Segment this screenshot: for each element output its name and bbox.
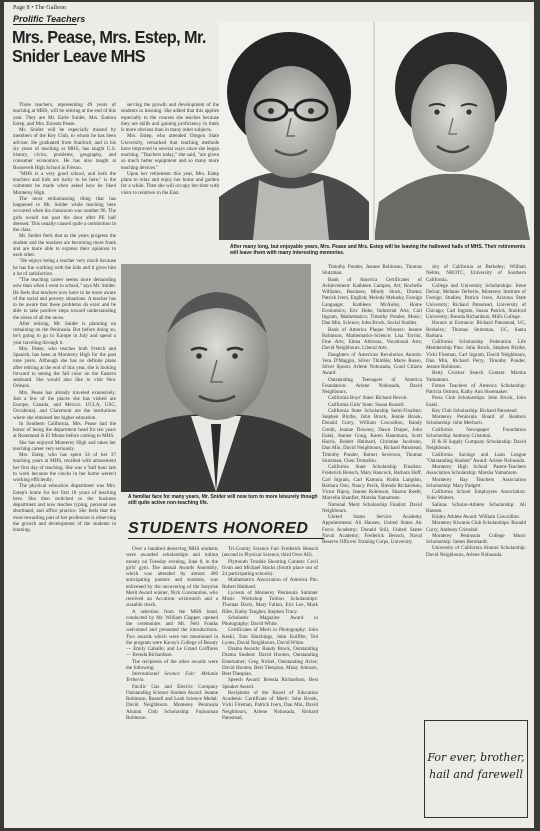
honored-paragraph: California Boys' State: Richard Revoir. (328, 395, 408, 402)
article-paragraph: Mrs. Pease has already traveled extensively. Just a few of the places she has visited are Europe, Canada, and Mexico. UCLA, USC, Occidental, and Claremont are the institutions where she obtained her higher education. (13, 389, 116, 421)
honored-paragraph: Monterey High School Parent-Teachers Association Scholarship: Marsha Yamamoto. (426, 464, 526, 477)
article-paragraph: Three teachers, representing 49 years of teaching at MHS, will be retiring at the end of this year. They are Mr. Earle Snider, Mrs. Eudora Estep, and Mrs. Ernesta Pease. (13, 102, 116, 127)
farewell-line-1: For ever, brother, (427, 751, 525, 764)
students-honored-heading: STUDENTS HONORED (128, 520, 309, 537)
honored-paragraph: International Science Fair: Melanie Terberio. (126, 671, 218, 684)
honored-paragraph: The recipients of the other awards were the following: (126, 658, 218, 671)
article-paragraph: "He enjoys being a teacher very much because he has fun working with the kids and it gives him a lot of satisfaction. (13, 258, 116, 277)
farewell-text (425, 749, 527, 783)
photo-mr-snider (121, 264, 311, 492)
article-paragraph: Mr. Snider feels that as the years progress the student and the teachers are becoming more frank and are more able to express their opinions to each other. (13, 233, 116, 258)
article-paragraph: Mr. Snider will be especially missed by members of the Key Club, to whom he has been advisor. He graduated from Stanford, and in his six years of teaching at MHS, has taught U.S. history, civics, problems, geography, and consumer economics. He has also taught at Roosevelt High School in Fresno. (13, 127, 116, 171)
honored-paragraph: California Newspaper Foundation Scholarship: Anthony Cristobal. (426, 426, 526, 439)
honored-paragraph: Scholastic Magazine Award in Photography: David White. (222, 614, 318, 627)
honored-paragraph: Recipients of the Board of Education Academic Certificate of Merit: John Brook, Vicki Fireman, Patrick Ivers, Dan Min, David Neighbours, Arlene Nobusada, Richard Patostead, (222, 689, 318, 721)
honored-paragraph: Monterey Kiwanis Club Scholarships: Ronald Curry, Anthony Cristobal. (426, 520, 526, 533)
honored-paragraph: Certificates of Merit in Photography: John Keski, Tom Hutchings, John Kniffler, Ted Lyons, David Neighbours, David White. (222, 627, 318, 646)
honored-column-4 (426, 264, 526, 716)
newspaper-page (4, 2, 534, 828)
honored-paragraph: Drama Awards: Randy Brock, Outstanding Drama Student: David Hooten, Outstanding Entertainer; Greg Nickel, Outstanding Actor; David Hooten; Best Thespian, Missy Johnson, Best Thespian. (222, 646, 318, 677)
article-paragraph: Mrs. Estep, who attended Oregon State University, remarked that teaching methods have improved in several ways since she began teaching. "Teachers today," she said, "are given so much better equipment and so many more teaching devices." (121, 133, 219, 171)
photo-art (219, 22, 530, 240)
honored-paragraph: Pacific Gas and Electric Company Outstanding Science Student Award: Jeanne Robinson, Russell and Leah Science Medal: David Neighbours. Monterey Peninsula Alumni Club Scholarship: Fujinoman Robinson. (126, 683, 218, 721)
article-column-2 (121, 102, 219, 260)
honored-paragraph: Press Club Scholarships: John Brock, John Esaki. (426, 395, 526, 408)
honored-paragraph: California Scholarship Federation Life Membership Pins: John Brock, Stephen Blythe, Vicki Fireman, Carl Ingram, David Neighbours, Dan Min, Richard Perry, Timothy Ponder, Jeanne Robinson. (426, 339, 526, 370)
honored-column-3 (322, 264, 422, 824)
honored-paragraph: United States Service Academy Appointments: Ali Hansen, United States Air Force Academy; Donald Still, United States Naval Academy; Frederick Bensch, Naval Reserve Officers Training Corps, University (322, 514, 422, 545)
article-paragraph: The most embarrassing thing that has happened to Mr. Snider while teaching here occurred when his classroom was number 96. The girls would run past the door after PE half dressed. This usually caused quite a commotion in the class. (13, 195, 116, 233)
honored-paragraph: sity of California at Berkeley; William Nelms, NROTC, University of Southern California. (426, 264, 526, 283)
article-paragraph: In Southern California, Mrs. Pease had the honor of being the department head for ten years at Rosemead in El Monte before coming to MHS. (13, 420, 116, 440)
article-paragraph: The physical education department was Mrs. Estep's home for her first 18 years of teaching here. She then switched to the business department and now teaches typing, personal use shorthand, and office practice. She feels that the most rewarding part of her profession is observing the growth and development of the students in learning. (13, 483, 116, 533)
honored-paragraph: California State Scholarship Finalists: Frederick Bensch, Mary Hancock, Barbara Hoff, Carl Ingram, Carl Kamura, Robin Langdon, Barbara Ono, Nancy Pecik, Brenda Richardson, Victor Ripoy, Jeanne Robinson, Sharon Roebl, Marcella Shanfier, Marsha Yamamoto. (322, 464, 422, 502)
honored-paragraph: California Savings and Loan League "Outstanding Student" Award: Arlene Nobusada. (426, 451, 526, 464)
honored-paragraph: Future Teachers of America Scholarship: Patricia Ostrom, Kathy Ann Shoemaker. (426, 382, 526, 395)
article-paragraph: After retiring, Mr. Snider is planning on remaining on the Peninsula. But before doing so, he's going to go to Europe in July and spend a year traveling through it. (13, 320, 116, 346)
article-paragraph: Mrs. Estep, who has spent 34 of her 37 teaching years at MHS, recalled with amusement her first day of teaching. She was a 'half hour late to work because the clocks in her home weren't working efficiently. (13, 452, 116, 483)
honored-paragraph: National Merit Scholarship Finalist: David Neighbours. (322, 501, 422, 514)
article-column-1 (13, 102, 116, 822)
section-rule (13, 24, 77, 25)
caption-man: A familiar face for many years, Mr. Snider will now turn to more leisurely though still quite active non-teaching life. (128, 494, 318, 506)
article-paragraph: Mrs. Pease, who teaches both French and Spanish, has been at Monterey High for the past nine years. Although she has no definite plans after retiring at the end of this year, she is looking forward to seeing the fall color on the Eastern seaboard. She would also like to visit New Orleans. (13, 345, 116, 390)
honored-paragraph: Honors at Entrance: Richard Patostead, UC, Berkeley; Thomas Stutzman, UC, Santa Barbara. (426, 320, 526, 339)
page-header: Page 8 • The Galleon (13, 5, 66, 11)
honored-paragraph: Bank of America Certificates of Achievement: Kathleen Campos, Art; Rochelle Williams, Business; Mindy Stock, Drama; Patrick Ivers, English; Melody Melusky, Foreign Language; Kathleen McAuley, Home Economics; Eric Hoke, Industrial Arts; Carl Ingram, Mathematics; Timothy Ponder, Music; Dan Min, Science; John Brock, Social Studies. (322, 276, 422, 327)
article-paragraph: serving the growth and development of the students in learning. She added that this applies especially to the courses she teaches because they are skills and gaining proficiency in them is more obvious than in many other subjects. (121, 102, 219, 133)
honored-paragraph: California Girls' State: Susan Russell. (328, 401, 405, 408)
caption-women: After many long, but enjoyable years, Mrs. Pease and Mrs. Estep will be leaving the hallowed halls of MHS. Their retirements will leave them with many interesting memories. (230, 244, 526, 256)
honored-paragraph: Salinas Scholar-Athlete Scholarship: Ali Hansen. (426, 501, 526, 514)
honored-column-2 (222, 546, 318, 824)
honored-paragraph: Plymouth Trouble Shooting Contest: Cecil Irvan and Michael Stacks (fourth place out of 24 participating schools). (222, 558, 318, 577)
honored-paragraph: College and University Scholarships: Irene Dolcar, Melanie Terberio, Monterey Institute of Foreign Studies; Patrick Ivers, Arizona State University; Richard Patostead, University of Chicago; Carl Ingram, Susan Patrick, Stanford University; Brenda Richardson, Mills College. (426, 282, 526, 320)
section-label: Prolific Teachers (13, 14, 86, 24)
honored-paragraph: Timothy Ponder, Jeanne Robinson, Thomas Stutzman. (322, 264, 422, 277)
honored-paragraph: Mathematics Association of America Pin: Robert Hubbard. (222, 577, 318, 590)
honored-paragraph: Betty Crocker Search Contest: Marsha Yamamoto. (426, 370, 526, 383)
photo-mrs-pease-mrs-estep (219, 22, 530, 240)
honored-paragraph: Tri-County Science Fair Frederick Bensch (second in Physical Science, third Over All). (222, 546, 318, 559)
honored-paragraph: California School Employees Association: Yoko Walters. (426, 489, 526, 502)
honored-paragraph: Daughters of American Revolution Awards: Vera D'Maggio, Silver Thimble; Marie Russo, Silver Spoon; Arlene Nobusada, Good Citizen Award. (322, 351, 422, 377)
honored-paragraph: Monterey Peninsula College Music Scholarship: James Bernhardt. (426, 532, 526, 545)
honored-paragraph: Outstanding Teenagers of America Foundation: Arlene Nobusada, David Neighbours. (322, 376, 422, 395)
honored-paragraph: Speech Award: Brenda Richardson, Best Speaker Award. (222, 677, 318, 690)
headline: Mrs. Pease, Mrs. Estep, Mr. Snider Leave MHS (12, 27, 206, 66)
honored-paragraph: University of California Alumni Scholarship: David Neighbours, Arlene Nobusada. (426, 545, 526, 558)
honored-paragraph: H & H Supply Company Scholarship: David Neighbours. (426, 439, 526, 452)
honored-paragraph: A selection from the MHS band, conducted by Mr. William Clapper, opened the ceremonies and Mr. Neil Franks welcomed and presented the introductions. Two awards which were not mentioned in the program were Kacey's College of Beauty — Emily Caballo; and Le Grand Coiffures — Brenda Richardson. (126, 608, 218, 659)
honored-paragraph: Monterey Bay Teachers Association Scholarship: Mary Padgett. (426, 476, 526, 489)
farewell-line-2: hail and farewell (429, 768, 523, 781)
honored-paragraph: Bank of America Plaque Winners: Jeanne Robinson, Mathematics-Science; Lisa Torrini, Fine Arts; Elena Abitoras, Vocational Arts; David Neighbours, Liberal Arts. (322, 326, 422, 352)
honored-paragraph: California State Scholarship Semi-Finalists: Stephen Blythe, John Brock, Jennie Brook, Donald Curry, William Coscoillon, Randy Credit, Jeanne Downey, Dawn Draper, John Esaki, Jeanne Gong, Karen Hanemura, Scott Harris, Robert Hubbard, Christine Jacobson, Dan Min, David Neighbours, Richard Patostead, Timothy Ponder, Robert Severson, Thomas Stutzman, Chen Tremelito. (322, 407, 422, 464)
honored-paragraph: Key Club Scholarship: Richard Patostead. (432, 407, 518, 414)
article-paragraph: She has enjoyed Monterey High and takes her teaching career very seriously. (13, 439, 116, 452)
article-paragraph: "The teaching career seems more demanding now than when I went to school," says Mr. Snider. He feels that teachers now have to be more aware of the racial and poverty situations. A teacher has to be aware that these problems do exist and be able to take positive steps toward understanding the stress of all the races. (13, 277, 116, 321)
honored-paragraph: Monterey Peninsula Board of Realtors Scholarship: John Merbach. (426, 414, 526, 427)
article-paragraph: "MHS is a very good school, and both the teachers and kids are lucky to be here," is the comment he made when asked how he liked Monterey High. (13, 170, 116, 196)
article-paragraph: Upon her retirement this year, Mrs. Estep plans to relax and enjoy her home and garden for a while. Then she will occupy her time with visits to relatives in the East. (121, 170, 219, 196)
farewell-box (424, 720, 528, 818)
honored-paragraph: Lyceum of Monterey Peninsula Summer Music Workshop Tuition Scholarships: Thomas Davis, Mary Fallon, Eric Lee, Mark Riles, Kathy Taugher, Stephen Tracy. (222, 589, 318, 615)
students-honored-rule (128, 538, 324, 539)
honored-paragraph: Over a hundred deserving MHS students were awarded scholarships and tuition money on Tuesday evening, June 8, in the girls' gym. The annual Awards Assembly, which was attended by almost 400 anticipating parents and students, was enlivened by the uncovering of the Surprise Merit Award winner, Nick Constantine, who received an Accutron wristwatch and a sizeable check. (126, 546, 218, 609)
honored-paragraph: Kinley Athlete Award: William Coscoillon. (432, 514, 520, 520)
photo-art-snider (121, 264, 311, 492)
honored-column-1 (126, 546, 218, 824)
